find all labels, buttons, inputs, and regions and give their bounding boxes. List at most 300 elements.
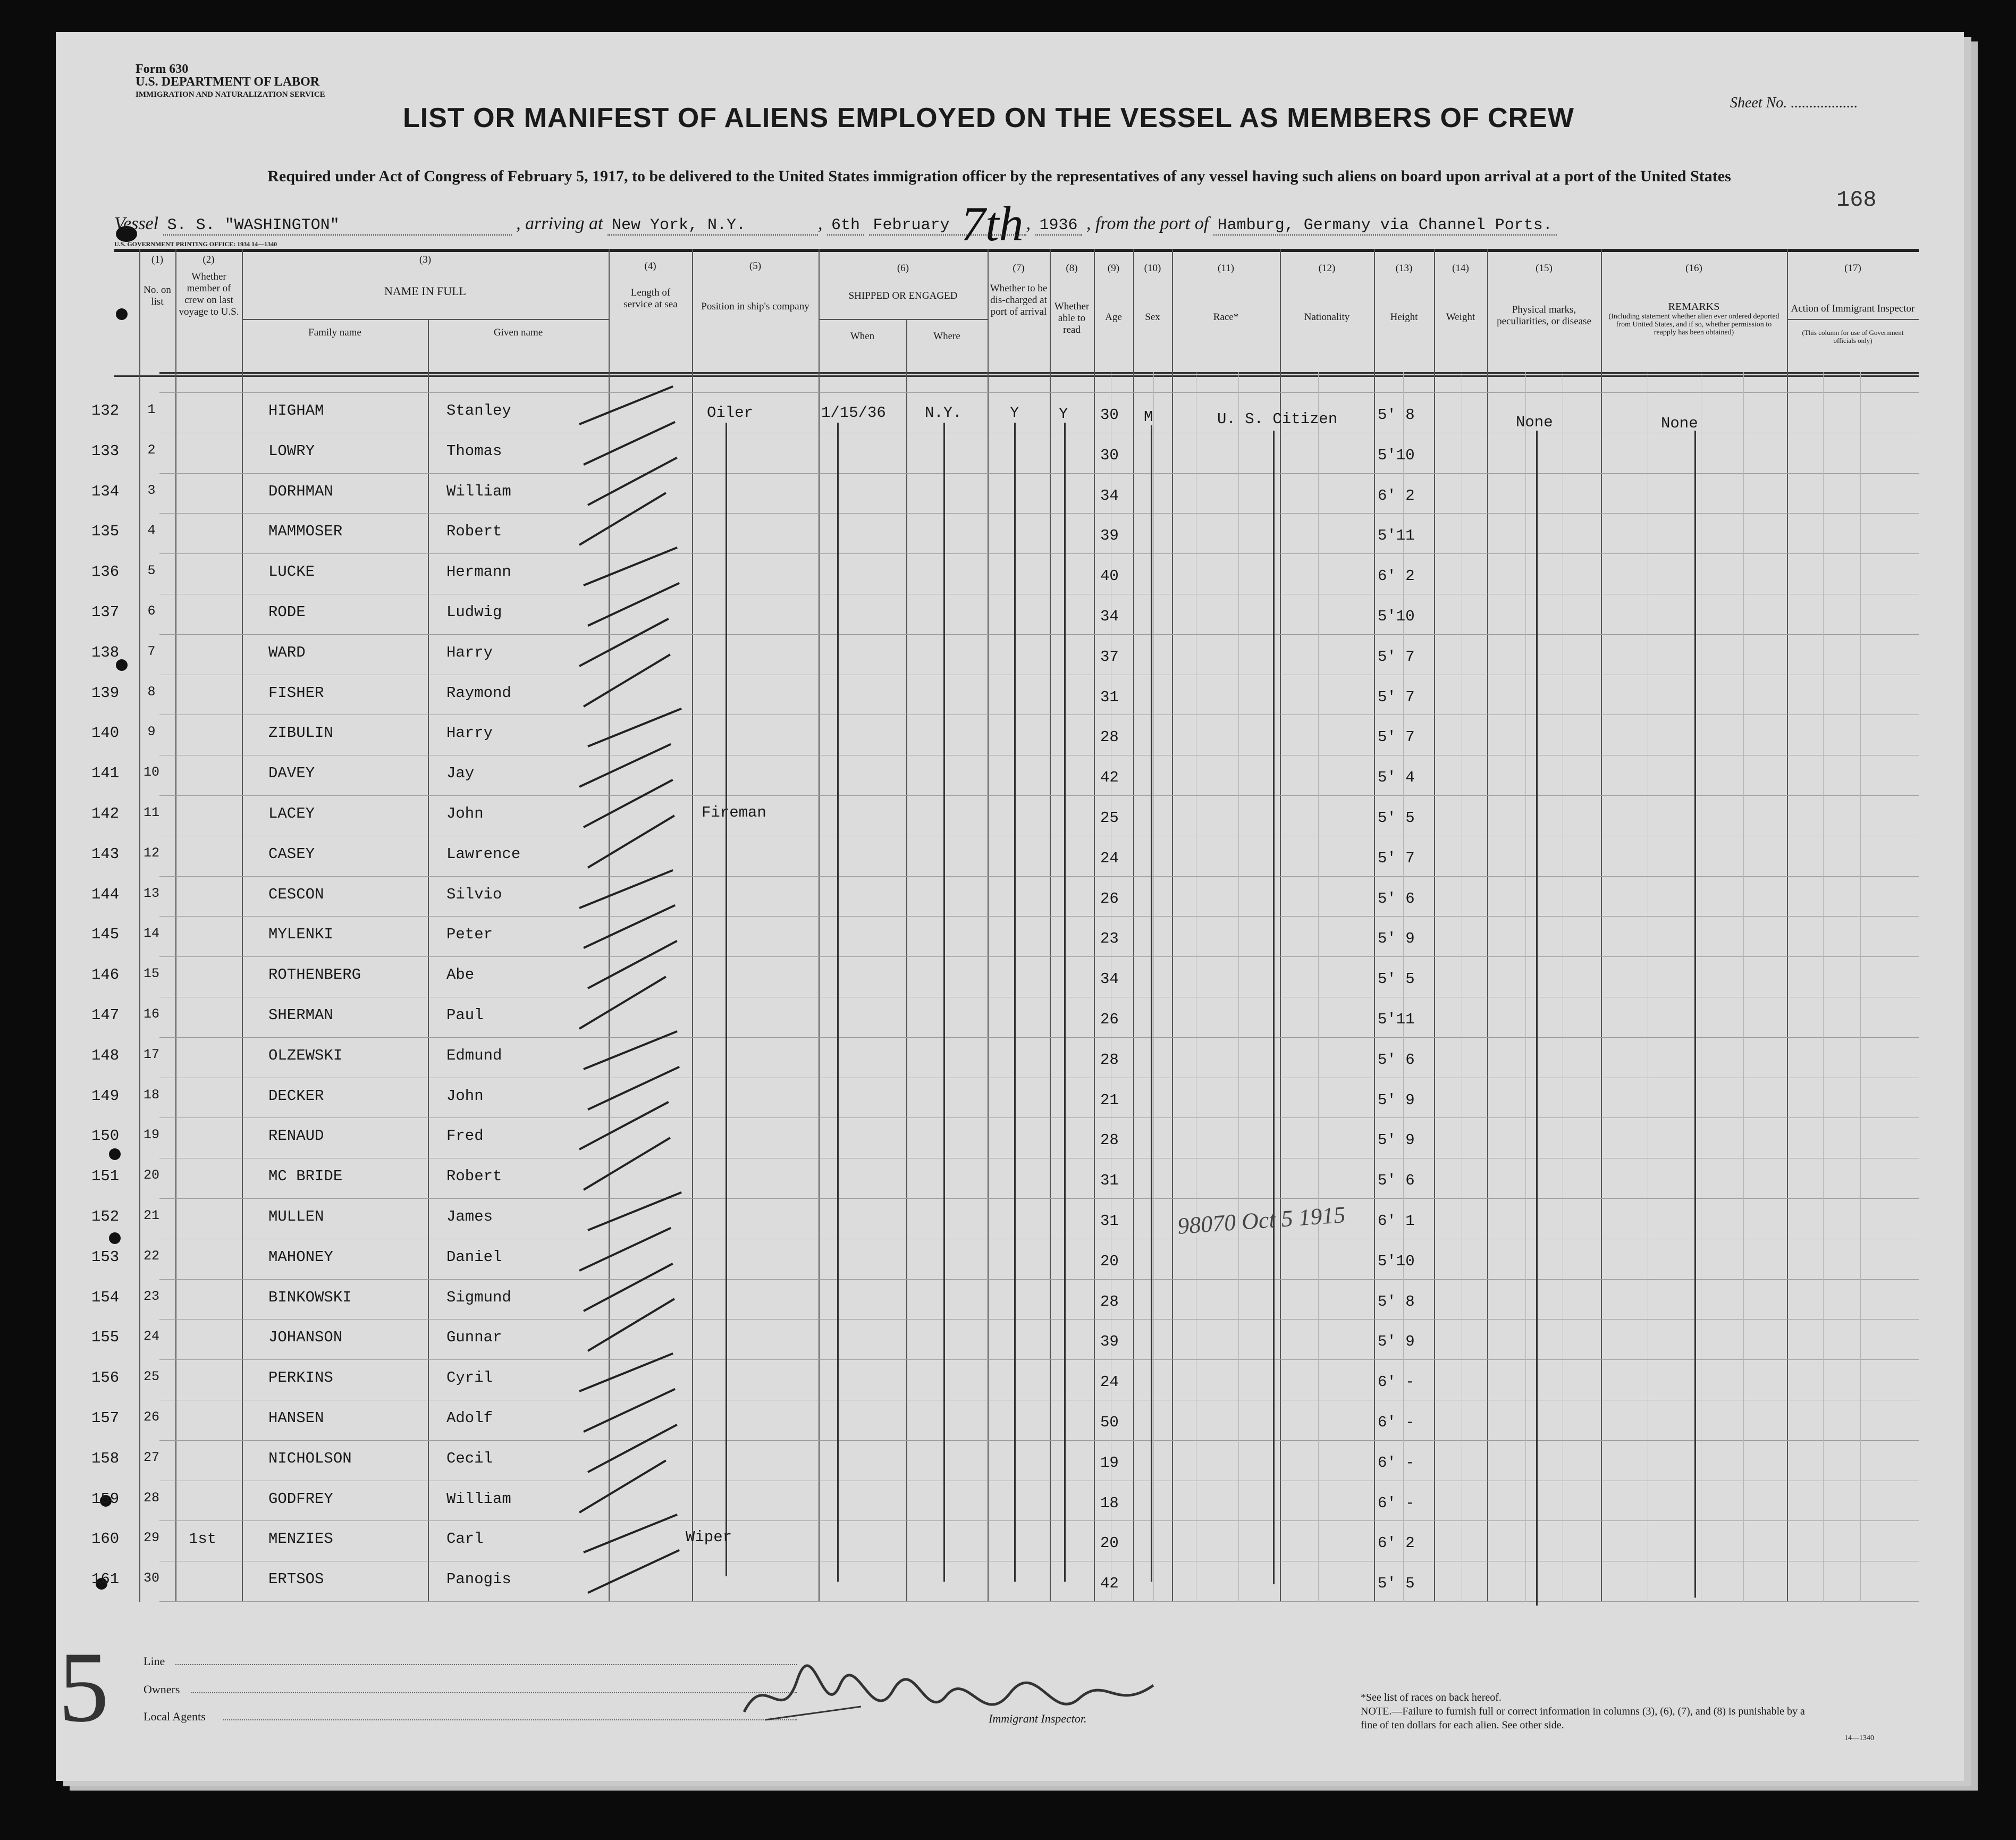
line-number: 147 [91,1006,120,1024]
header-height: Height [1390,312,1418,323]
position-wiper: Wiper [686,1528,732,1546]
family-name: CESCON [268,885,324,903]
age: 40 [1100,567,1119,585]
header-given-name: Given name [493,327,543,338]
age: 39 [1100,527,1119,545]
discharged-value: Y [1010,404,1019,422]
given-name: Cecil [446,1449,493,1467]
height: 5' 5 [1378,809,1415,827]
line-number: 156 [91,1369,120,1387]
physical-value: None [1516,414,1553,431]
height: 6' 2 [1378,567,1415,585]
header-able-read: Whether able to read [1054,301,1090,335]
header-name-in-full: NAME IN FULL [384,284,466,298]
punch-hole [109,1232,121,1244]
height: 6' - [1378,1373,1415,1391]
row-rule [159,553,1919,554]
sheet-number-label: Sheet No. .................. [1730,95,1858,111]
age: 20 [1100,1534,1119,1552]
age: 18 [1100,1494,1119,1512]
height: 6' - [1378,1414,1415,1431]
shipped-subheader-rule [819,319,988,320]
ditto-line [1014,423,1016,1582]
sheet-big-number: 5 [58,1632,109,1743]
footer-owners-label: Owners [144,1683,180,1696]
line-number: 142 [91,805,120,822]
family-name: ROTHENBERG [268,966,361,984]
arrival-day: 6th [827,216,864,236]
given-name: Fred [446,1127,484,1145]
family-name: ZIBULIN [268,724,333,742]
row-rule [159,956,1919,957]
position-oiler: Oiler [707,404,754,422]
height: 6' 1 [1378,1212,1415,1230]
col-divider [692,249,693,1602]
form-identifier [136,63,325,101]
list-number: 16 [143,1006,159,1022]
line-number: 146 [91,966,120,984]
given-name: William [446,1490,511,1508]
last-voyage: 1st [189,1530,217,1548]
height: 5' 9 [1378,1091,1415,1109]
ditto-line [1151,425,1152,1582]
header-weight: Weight [1446,312,1475,323]
age: 30 [1100,406,1119,424]
col-num: (6) [897,263,909,274]
family-name: HIGHAM [268,402,324,419]
given-name: James [446,1208,493,1225]
col-num: (14) [1452,263,1469,274]
family-name: MC BRIDE [268,1167,343,1186]
list-number: 12 [143,845,159,861]
col-divider [1050,249,1051,1602]
given-name: Edmund [446,1046,502,1064]
list-number: 15 [143,966,159,982]
height: 5' 4 [1378,769,1415,787]
col-num: (12) [1318,263,1336,274]
height: 5'11 [1378,1011,1415,1028]
height: 5' 7 [1378,688,1415,706]
age: 34 [1100,970,1119,988]
header-remarks-sub: (Including statement whether alien ever ordered deported from United States, and if so, whether permission to reapply has been obtained) [1608,313,1779,337]
row-rule [159,1319,1919,1320]
col-divider [1487,249,1488,1602]
row-rule [159,1440,1919,1441]
height: 5' 9 [1378,1333,1415,1351]
age: 34 [1100,486,1119,505]
age: 28 [1100,1292,1119,1310]
header-length-service: Length of service at sea [623,287,678,310]
list-number: 14 [143,926,159,942]
family-name: MULLEN [268,1208,324,1225]
row-rule [159,513,1919,514]
line-number: 133 [91,442,120,460]
footer-agents-rule [223,1719,797,1720]
col-num: (5) [749,261,762,272]
subtitle: Required under Act of Congress of February 5, 1917, to be delivered to the United States immigration officer by the representatives of any vessel having such aliens on board upon arrival at a port of the United States [267,167,1731,185]
line-number: 136 [91,563,120,581]
col-divider [1787,249,1788,1602]
col-divider [1094,249,1095,1602]
family-name: LACEY [268,805,315,822]
race-value: U. S. Citizen [1217,410,1338,428]
list-number: 19 [143,1127,159,1143]
footer-owners-rule [191,1692,797,1693]
list-number: 3 [147,482,156,498]
line-number: 159 [91,1490,120,1508]
family-name: FISHER [268,684,324,702]
sex-value: M [1144,408,1153,426]
ditto-line [1536,431,1538,1606]
height: 5' 6 [1378,1172,1415,1190]
line-number: 161 [91,1570,120,1589]
list-number: 20 [143,1167,159,1183]
list-number: 30 [143,1570,159,1586]
department: U.S. DEPARTMENT OF LABOR [136,75,320,89]
family-name: WARD [268,643,306,661]
line-number: 134 [91,482,120,500]
given-name: Robert [446,1167,502,1186]
header-discharged: Whether to be dis-charged at port of arrival [990,283,1048,317]
departure-port: Hamburg, Germany via Channel Ports. [1213,216,1557,236]
line-number: 149 [91,1087,120,1105]
line-number: 148 [91,1046,120,1064]
height: 5' 9 [1378,930,1415,948]
family-name: ERTSOS [268,1570,324,1589]
handwritten-date: 7th [961,197,1024,251]
height: 5'10 [1378,608,1415,625]
given-name: Jay [446,764,475,783]
row-rule [159,1520,1919,1521]
service: IMMIGRATION AND NATURALIZATION SERVICE [136,90,325,99]
height: 5'11 [1378,527,1415,545]
family-name: SHERMAN [268,1006,333,1024]
list-number: 5 [147,563,156,579]
age: 50 [1100,1414,1119,1431]
given-name: Ludwig [446,603,502,621]
age: 26 [1100,1011,1119,1028]
header-action: Action of Immigrant Inspector [1791,303,1915,314]
row-rule [159,795,1919,796]
given-name: Harry [446,643,493,661]
header-family-name: Family name [308,327,361,338]
height: 5' 9 [1378,1131,1415,1149]
age: 37 [1100,648,1119,666]
family-name: DORHMAN [268,482,333,500]
line-number: 157 [91,1409,120,1427]
family-name: JOHANSON [268,1329,343,1347]
age: 23 [1100,930,1119,948]
age: 21 [1100,1091,1119,1109]
col-num: (10) [1144,263,1161,274]
col-num: (16) [1685,263,1702,274]
given-name: William [446,482,511,500]
given-name: Peter [446,926,493,944]
height: 6' 2 [1378,1534,1415,1552]
grid-rule [1153,372,1154,1602]
col-divider [242,249,243,1602]
position-fireman: Fireman [702,804,766,821]
given-name: Sigmund [446,1288,511,1306]
line-number: 151 [91,1167,120,1186]
header-age: Age [1105,312,1122,323]
shipped-when: 1/15/36 [821,404,886,422]
age: 20 [1100,1252,1119,1270]
footer-note: *See list of races on back hereof. NOTE.—Failure to furnish full or correct information in columns (3), (6), (7), and (8) is punishable by a fine of ten dollars for each alien. See other side. [1361,1692,1805,1731]
col-num: (13) [1395,263,1413,274]
ditto-line [943,423,945,1582]
col-divider [819,249,820,1602]
arrival-port: New York, N.Y. [608,216,818,236]
height: 5' 8 [1378,406,1415,424]
ditto-line [1694,431,1696,1598]
header-physical: Physical marks, peculiarities, or disease [1497,304,1591,327]
age: 28 [1100,1131,1119,1149]
row-rule [159,1198,1919,1199]
line-number: 158 [91,1449,120,1467]
age: 31 [1100,688,1119,706]
family-name: DECKER [268,1087,324,1105]
grid-rule [1823,372,1824,1602]
list-number: 9 [147,724,156,740]
name-subheader-rule [242,319,609,320]
list-number: 29 [143,1530,159,1546]
footer-line-rule [175,1664,797,1665]
col-num: (1) [151,254,164,265]
arrival-month: February [869,216,1026,236]
list-number: 13 [143,885,159,901]
line-number: 145 [91,926,120,944]
row-rule [159,473,1919,474]
family-name: MAHONEY [268,1248,333,1266]
list-number: 2 [147,442,156,458]
header-position: Position in ship's company [701,301,809,312]
row-rule [159,916,1919,917]
list-number: 4 [147,523,156,539]
col-divider [1374,249,1375,1602]
grid-rule [1525,372,1526,1602]
given-name: John [446,1087,484,1105]
family-name: PERKINS [268,1369,333,1387]
age: 34 [1100,608,1119,625]
handwritten-annotation: 98070 Oct 5 1915 [1176,1202,1346,1239]
family-name: GODFREY [268,1490,333,1508]
header-last-voyage: Whether member of crew on last voyage to U.S. [179,271,239,317]
family-name: LUCKE [268,563,315,581]
height: 5' 5 [1378,970,1415,988]
read-value: Y [1059,405,1068,423]
height: 5' 5 [1378,1575,1415,1593]
age: 42 [1100,1575,1119,1593]
given-name: Abe [446,966,475,984]
punch-hole [109,1148,121,1160]
grid-rule [1860,372,1861,1602]
header-where: Where [933,331,960,342]
col-num: (2) [203,254,215,265]
list-number: 28 [143,1490,159,1506]
line-number: 160 [91,1530,120,1548]
line-number: 152 [91,1208,120,1225]
grid-rule [1318,372,1319,1602]
stamp-number: 168 [1836,187,1877,213]
family-name: MYLENKI [268,926,333,944]
list-number: 17 [143,1046,159,1062]
grid-rule [1743,372,1744,1602]
list-number: 21 [143,1208,159,1223]
footer-agents-label: Local Agents [144,1710,206,1723]
row-rule [159,1279,1919,1280]
footer-line-label: Line [144,1654,165,1668]
row-rule [159,1037,1919,1038]
given-name: Hermann [446,563,511,581]
age: 25 [1100,809,1119,827]
col-divider [1601,249,1602,1602]
header-sex: Sex [1145,312,1160,323]
col-num: (4) [644,261,656,272]
age: 28 [1100,1051,1119,1069]
list-number: 8 [147,684,156,700]
list-number: 22 [143,1248,159,1264]
col-divider [428,319,429,1602]
family-name: MAMMOSER [268,523,343,541]
age: 24 [1100,1373,1119,1391]
line-number: 137 [91,603,120,621]
footer-code: 14—1340 [1844,1734,1874,1742]
given-name: Panogis [446,1570,511,1589]
family-name: HANSEN [268,1409,324,1427]
col-num: (17) [1844,263,1861,274]
col-divider [906,319,907,1602]
list-number: 1 [147,402,156,417]
list-number: 18 [143,1087,159,1103]
col-divider [175,249,176,1602]
col-num: (9) [1107,263,1120,274]
vessel-line: Vessel S. S. "WASHINGTON" , arriving at New York, N.Y. , 6th February , 1936 , from the port of Hamburg, Germany via Channel Ports. [114,214,1815,236]
given-name: Thomas [446,442,502,460]
ditto-line [726,423,727,1576]
row-rule [159,1601,1919,1602]
given-name: Robert [446,523,502,541]
height: 5' 7 [1378,648,1415,666]
given-name: Adolf [446,1409,493,1427]
list-number: 11 [143,805,159,820]
given-name: Lawrence [446,845,521,863]
age: 19 [1100,1453,1119,1472]
given-name: Harry [446,724,493,742]
header-race: Race* [1213,312,1239,323]
col-divider [1172,249,1173,1602]
given-name: Stanley [446,402,511,419]
row-rule [159,634,1919,635]
given-name: Raymond [446,684,511,702]
given-name: Daniel [446,1248,502,1266]
row-rule [159,1359,1919,1360]
col-divider [988,249,989,1602]
col-num: (11) [1218,263,1234,274]
family-name: CASEY [268,845,315,863]
family-name: DAVEY [268,764,315,783]
list-number: 26 [143,1409,159,1425]
col-divider [1434,249,1435,1602]
given-name: Cyril [446,1369,493,1387]
list-number: 6 [147,603,156,619]
age: 39 [1100,1333,1119,1351]
printer-line: U.S. GOVERNMENT PRINTING OFFICE: 1934 14—1340 [114,240,277,248]
header-no-on-list: No. on list [144,284,171,307]
list-number: 24 [143,1329,159,1345]
line-number: 153 [91,1248,120,1266]
height: 5' 8 [1378,1292,1415,1310]
header-nationality: Nationality [1304,312,1350,323]
list-number: 25 [143,1369,159,1385]
height: 5' 6 [1378,889,1415,908]
row-rule [159,392,1919,393]
form-number: Form 630 [136,62,189,76]
family-name: LOWRY [268,442,315,460]
height: 5'10 [1378,446,1415,464]
family-name: RENAUD [268,1127,324,1145]
ditto-line [1064,423,1066,1582]
age: 24 [1100,849,1119,867]
age: 31 [1100,1172,1119,1190]
height: 5' 7 [1378,849,1415,867]
line-number: 144 [91,885,120,903]
given-name: Paul [446,1006,484,1024]
given-name: Silvio [446,885,502,903]
height: 6' - [1378,1453,1415,1472]
header-when: When [850,331,875,342]
list-number: 23 [143,1288,159,1304]
row-rule [159,876,1919,877]
height: 5' 7 [1378,728,1415,746]
given-name: John [446,805,484,822]
col-num: (15) [1536,263,1553,274]
line-number: 135 [91,523,120,541]
age: 30 [1100,446,1119,464]
height: 5'10 [1378,1252,1415,1270]
line-number: 138 [91,643,120,661]
arrival-year: 1936 [1035,216,1082,236]
col-divider [1133,249,1134,1602]
line-number: 139 [91,684,120,702]
line-number: 141 [91,764,120,783]
list-number: 27 [143,1449,159,1465]
col-num: (8) [1066,263,1078,274]
line-number: 150 [91,1127,120,1145]
height: 5' 6 [1378,1051,1415,1069]
page-title: LIST OR MANIFEST OF ALIENS EMPLOYED ON THE VESSEL AS MEMBERS OF CREW [403,103,1574,133]
grid-rule [1238,372,1239,1602]
list-number: 10 [143,764,159,780]
family-name: RODE [268,603,306,621]
ditto-line [1273,431,1275,1584]
age: 28 [1100,728,1119,746]
shipped-where: N.Y. [925,404,962,422]
line-number: 155 [91,1329,120,1347]
height: 6' - [1378,1494,1415,1512]
line-number: 140 [91,724,120,742]
given-name: Carl [446,1530,484,1548]
action-subheader-rule [1787,319,1919,320]
line-number: 132 [91,402,120,419]
line-number: 154 [91,1288,120,1306]
ditto-line [837,423,839,1582]
family-name: OLZEWSKI [268,1046,343,1064]
header-shipped: SHIPPED OR ENGAGED [848,290,958,301]
col-divider [139,249,140,1602]
inspector-signature [733,1648,1169,1738]
col-num: (3) [419,254,432,265]
